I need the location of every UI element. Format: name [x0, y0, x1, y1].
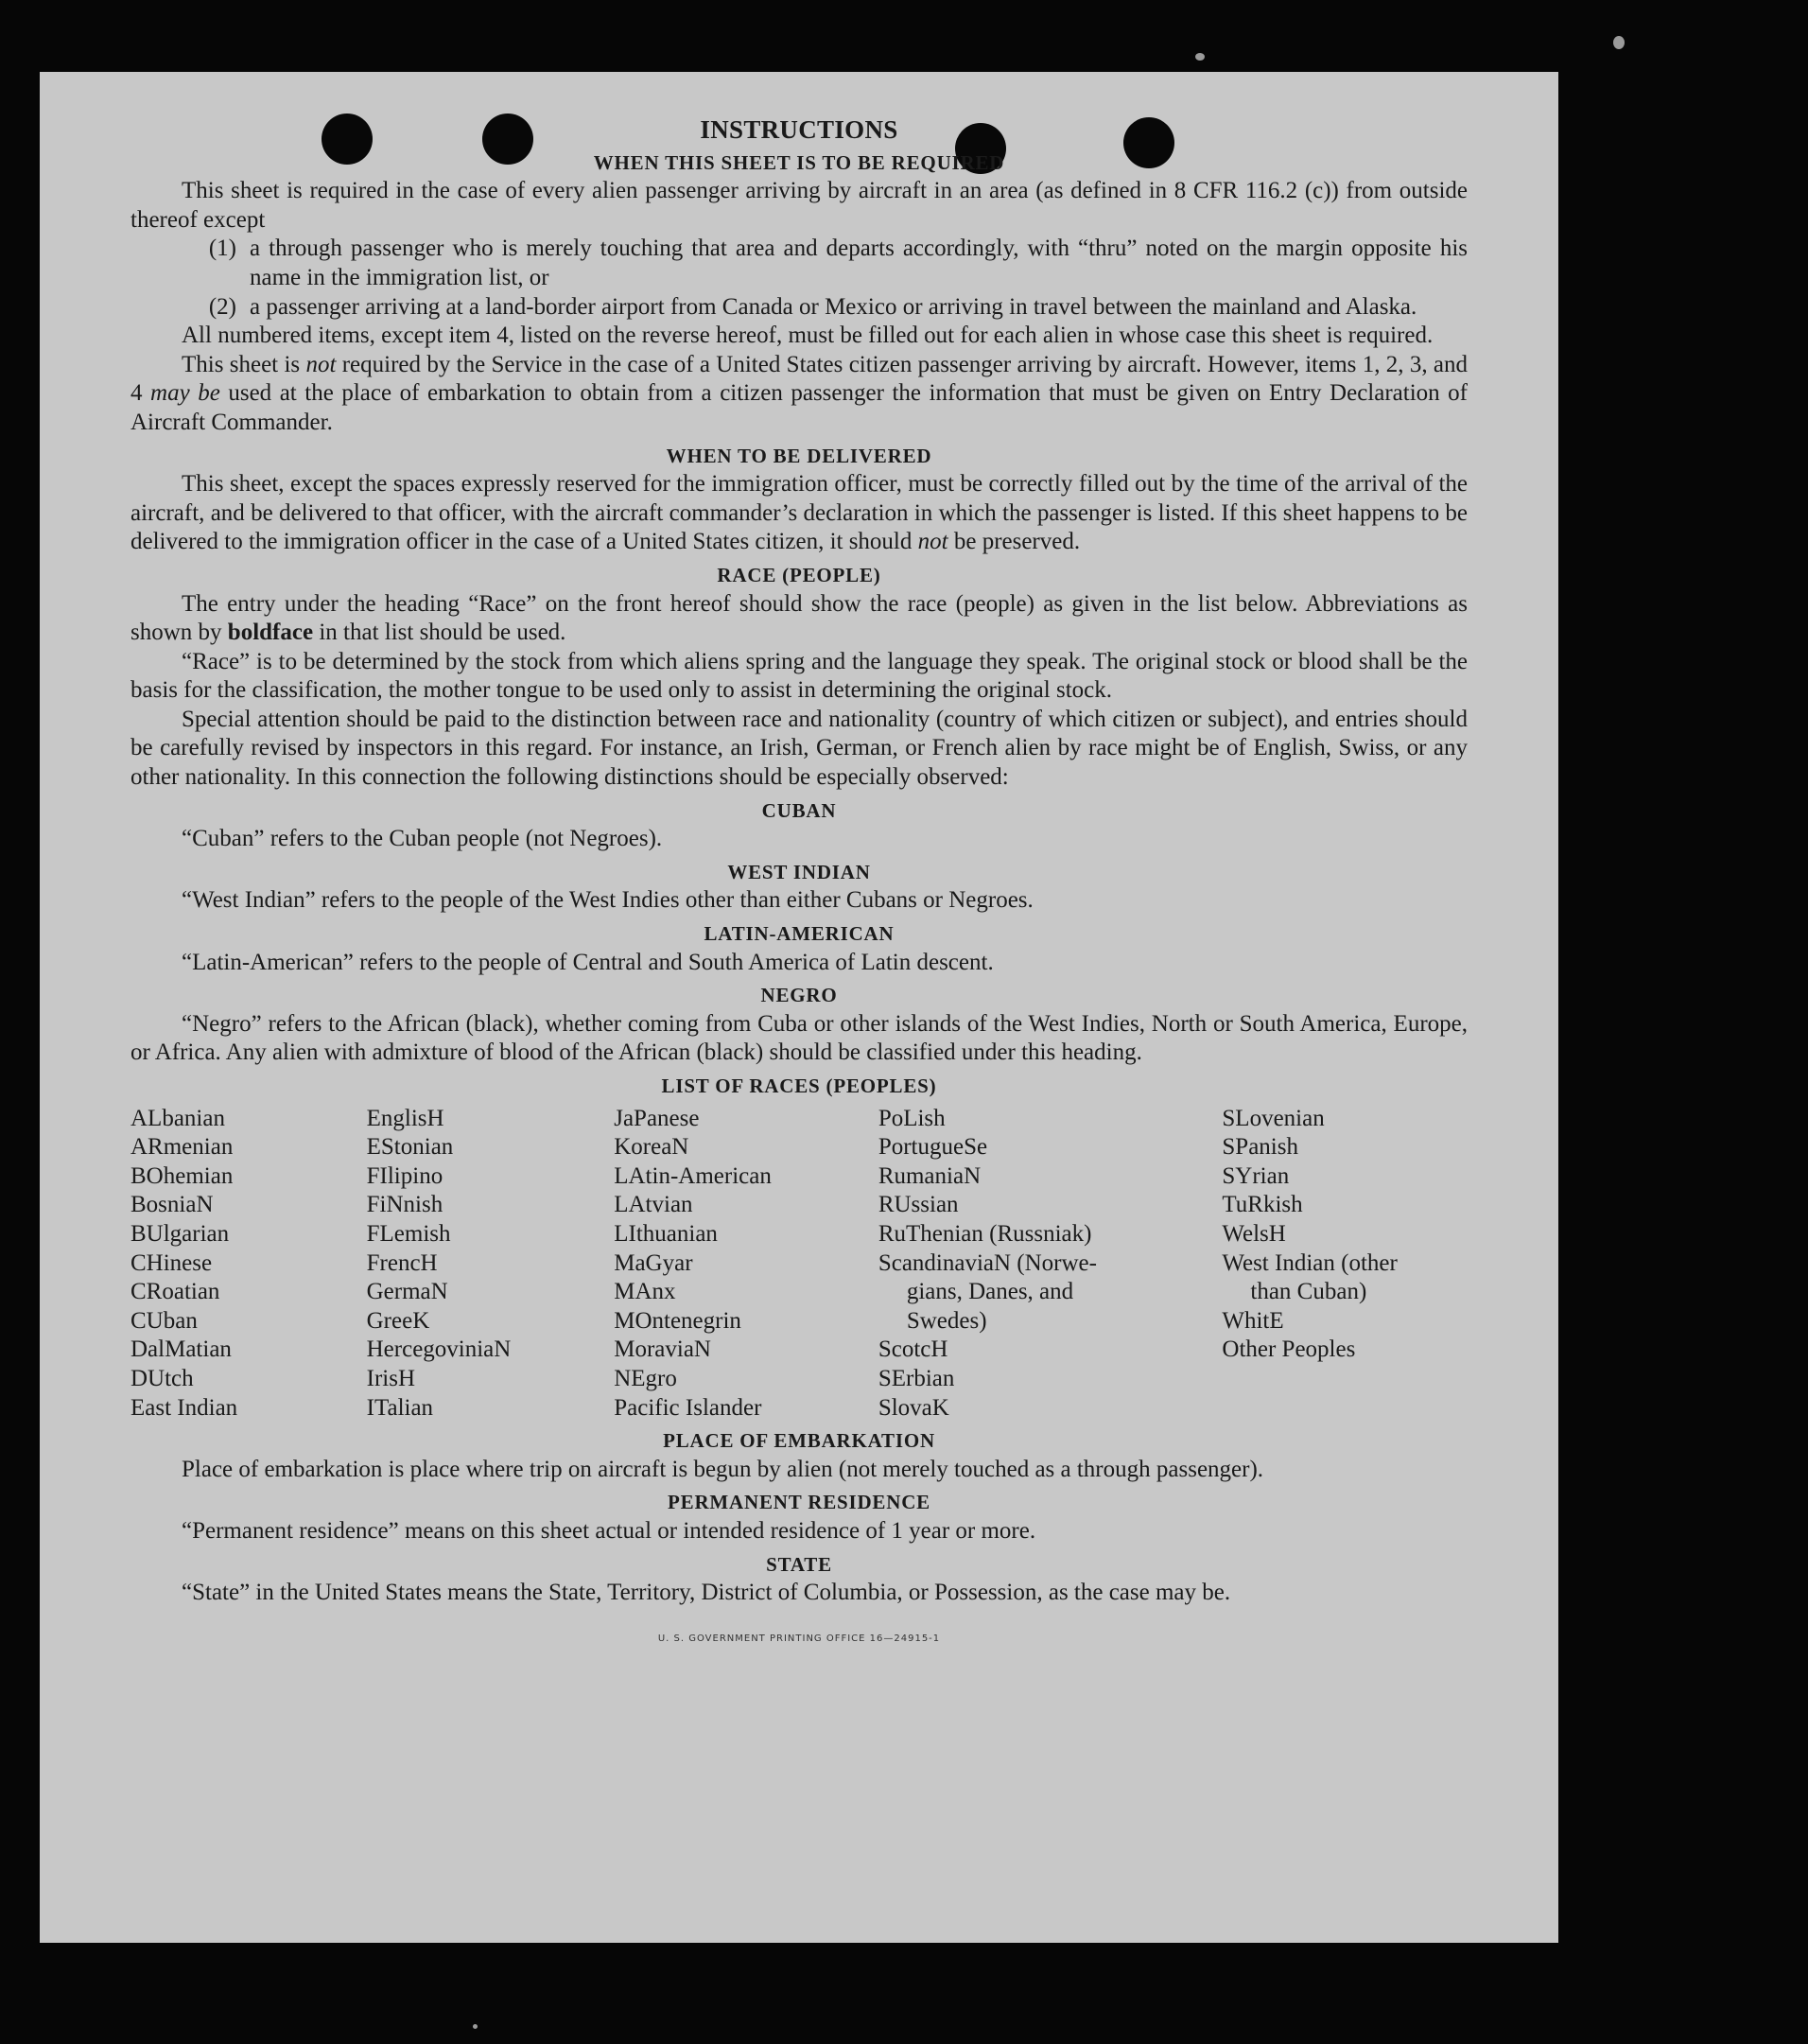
- race-entry: RumaniaN: [878, 1162, 982, 1189]
- race-column: [878, 1105, 1141, 1424]
- text-run: This sheet, except the spaces expressly reserved for the immigration officer, must be correctly filled out by the time of the arrival of the aircraft, and be delivered to that officer, with the aircraft commander’s declaration in which the passenger is listed. If this sheet happens to be delivered to the immigration officer in the case of a United States citizen, it should: [130, 471, 1468, 555]
- race-entry: SErbian: [878, 1365, 955, 1391]
- heading-race: RACE (PEOPLE): [717, 563, 881, 586]
- race-entry: FrencH: [366, 1249, 438, 1276]
- bold-text: boldface: [227, 620, 314, 646]
- paragraph: [130, 351, 1468, 438]
- race-entry: ALbanian: [130, 1105, 225, 1131]
- race-column-group: [878, 1336, 1141, 1423]
- race-entry: PortugueSe: [878, 1134, 988, 1161]
- race-entry: RuThenian (Russniak): [878, 1220, 1092, 1247]
- race-column-group: [878, 1278, 1141, 1336]
- emphasis: may be: [150, 380, 220, 407]
- race-entry: Other Peoples: [1222, 1336, 1356, 1363]
- heading-when-required: WHEN THIS SHEET IS TO BE REQUIRED: [593, 150, 1005, 174]
- heading-west-indian: WEST INDIAN: [727, 860, 871, 883]
- item-text: a through passenger who is merely touching that area and departs accordingly, with “thru” noted on the margin opposite his name in the immigration list, or: [250, 236, 1468, 290]
- text-run: in that list should be used.: [313, 620, 566, 646]
- race-entry: ScotcH: [878, 1336, 948, 1363]
- text-run: This sheet is: [182, 351, 306, 377]
- item-number: (2): [208, 293, 236, 320]
- race-entry: FiNnish: [366, 1192, 443, 1218]
- race-entry: Pacific Islander: [614, 1394, 762, 1421]
- race-entry: CUban: [130, 1307, 198, 1334]
- race-entry: MOntenegrin: [614, 1307, 741, 1334]
- race-entry: EnglisH: [366, 1105, 444, 1131]
- heading-when-delivered: WHEN TO BE DELIVERED: [666, 444, 932, 467]
- race-entry: LAtvian: [614, 1192, 693, 1218]
- paragraph: Special attention should be paid to the distinction between race and nationality (country of which citizen or subject), and entries should be carefully revised by inspectors in this regard. For instance, an Irish, German, or French alien by race might be of English, Swiss, or any other nationality. In this connection the following distinctions should be especially observed:: [130, 706, 1468, 791]
- race-entry: PoLish: [878, 1105, 946, 1131]
- race-entry: than Cuban): [1250, 1279, 1367, 1305]
- paragraph: “Permanent residence” means on this sheet actual or intended residence of 1 year or more.: [182, 1517, 1036, 1544]
- text-run: required by the Service in the case of a United States citizen passenger arriving by aircraft. However, items 1, 2, 3, and 4: [130, 351, 1468, 407]
- heading-negro: NEGRO: [760, 984, 838, 1007]
- race-entry: MAnx: [614, 1279, 676, 1305]
- paragraph: “Race” is to be determined by the stock from which aliens spring and the language they speak. The original stock or blood shall be the basis for the classification, the mother tongue to be used only to assist in determining the original stock.: [130, 648, 1468, 704]
- race-entry: RUssian: [878, 1192, 959, 1218]
- numbered-item: [130, 235, 1468, 292]
- text-run: The entry under the heading “Race” on the front hereof should show the race (people) as given in the list below. Abbreviations as shown by: [130, 590, 1468, 646]
- race-entry: BOhemian: [130, 1162, 234, 1189]
- race-column: [1222, 1105, 1468, 1424]
- dust-speck: [473, 2024, 478, 2029]
- race-entry: GermaN: [366, 1279, 448, 1305]
- text-run: used at the place of embarkation to obtain from a citizen passenger the information that must be given on Entry Declaration of Aircraft Commander.: [130, 380, 1469, 435]
- numbered-item: [130, 293, 1468, 323]
- race-entry: JaPanese: [614, 1105, 700, 1131]
- race-entry: KoreaN: [614, 1134, 689, 1161]
- instruction-sheet: [40, 72, 1558, 1943]
- race-entry: DUtch: [130, 1365, 194, 1391]
- paragraph: Place of embarkation is place where trip on aircraft is begun by alien (not merely touched as a through passenger).: [182, 1456, 1264, 1482]
- paragraph: This sheet is required in the case of every alien passenger arriving by aircraft in an area (as defined in 8 CFR 116.2 (c)) from outside thereof except: [130, 178, 1468, 233]
- race-entry: FLemish: [366, 1220, 451, 1247]
- race-entry: CHinese: [130, 1249, 213, 1276]
- paragraph: “Cuban” refers to the Cuban people (not Negroes).: [182, 826, 663, 852]
- paragraph: “Latin-American” refers to the people of Central and South America of Latin descent.: [182, 949, 994, 975]
- race-column: [130, 1105, 367, 1424]
- paragraph: [130, 470, 1468, 557]
- race-entry: gians, Danes, and: [906, 1279, 1074, 1305]
- race-entry: East Indian: [130, 1394, 238, 1421]
- race-entry: BUlgarian: [130, 1220, 230, 1247]
- race-column-group: [1222, 1278, 1468, 1307]
- race-entry: West Indian (other: [1222, 1249, 1398, 1276]
- heading-cuban: CUBAN: [761, 798, 837, 822]
- race-entry: LIthuanian: [614, 1220, 718, 1247]
- race-entry: SPanish: [1222, 1134, 1298, 1161]
- race-entry: GreeK: [366, 1307, 430, 1334]
- heading-place-of-embarkation: PLACE OF EMBARKATION: [663, 1429, 935, 1453]
- race-entry: HercegoviniaN: [366, 1336, 512, 1363]
- race-entry: DalMatian: [130, 1336, 232, 1363]
- race-entry: SYrian: [1222, 1162, 1290, 1189]
- dust-speck: [1613, 36, 1625, 49]
- race-entry: WhitE: [1222, 1307, 1284, 1334]
- race-entry: TuRkish: [1222, 1192, 1303, 1218]
- page-title: INSTRUCTIONS: [700, 115, 898, 144]
- heading-state: STATE: [766, 1552, 832, 1576]
- race-entry: Swedes): [906, 1307, 987, 1334]
- item-text: a passenger arriving at a land-border airport from Canada or Mexico or arriving in travel between the mainland and Alaska.: [250, 293, 1417, 320]
- race-entry: SLovenian: [1222, 1105, 1325, 1131]
- race-entry: IrisH: [366, 1365, 416, 1391]
- race-entry: ITalian: [366, 1394, 434, 1421]
- paragraph: “Negro” refers to the African (black), whether coming from Cuba or other islands of the West Indies, North or South America, Europe, or Africa. Any alien with admixture of blood of the African (black) should be classified under this heading.: [130, 1010, 1468, 1066]
- paragraph: [130, 590, 1468, 648]
- race-entry: CRoatian: [130, 1279, 220, 1305]
- emphasis: not: [305, 351, 337, 377]
- race-column: [614, 1105, 878, 1424]
- printer-imprint: U. S. GOVERNMENT PRINTING OFFICE 16—24915-1: [657, 1633, 941, 1644]
- paragraph: All numbered items, except item 4, listed on the reverse hereof, must be filled out for each alien in whose case this sheet is required.: [182, 323, 1434, 349]
- race-entry: FIlipino: [366, 1162, 443, 1189]
- race-entry: WelsH: [1222, 1220, 1286, 1247]
- race-entry: ScandinaviaN (Norwe-: [878, 1249, 1097, 1276]
- race-column-group: [1222, 1307, 1468, 1365]
- document-body: [130, 115, 1468, 1653]
- race-entry: MaGyar: [614, 1249, 693, 1276]
- race-entry: SlovaK: [878, 1394, 949, 1421]
- item-number: (1): [208, 236, 236, 262]
- paragraph: “State” in the United States means the State, Territory, District of Columbia, or Possession, as the case may be.: [182, 1580, 1231, 1606]
- race-entry: MoraviaN: [614, 1336, 711, 1363]
- race-column-group: [1222, 1105, 1468, 1279]
- race-list: [130, 1105, 1468, 1424]
- race-column: [367, 1105, 615, 1424]
- race-entry: ARmenian: [130, 1134, 234, 1161]
- race-entry: BosniaN: [130, 1192, 214, 1218]
- heading-list-of-races: LIST OF RACES (PEOPLES): [661, 1074, 937, 1097]
- dust-speck: [1195, 53, 1205, 61]
- text-run: be preserved.: [947, 529, 1081, 555]
- race-entry: LAtin-American: [614, 1162, 772, 1189]
- race-entry: NEgro: [614, 1365, 677, 1391]
- heading-latin-american: LATIN-AMERICAN: [704, 922, 895, 946]
- heading-permanent-residence: PERMANENT RESIDENCE: [668, 1491, 930, 1514]
- paragraph: “West Indian” refers to the people of the West Indies other than either Cubans or Negroes.: [182, 887, 1034, 914]
- race-entry: EStonian: [366, 1134, 454, 1161]
- emphasis: not: [917, 529, 948, 555]
- race-column-group: [878, 1105, 1141, 1279]
